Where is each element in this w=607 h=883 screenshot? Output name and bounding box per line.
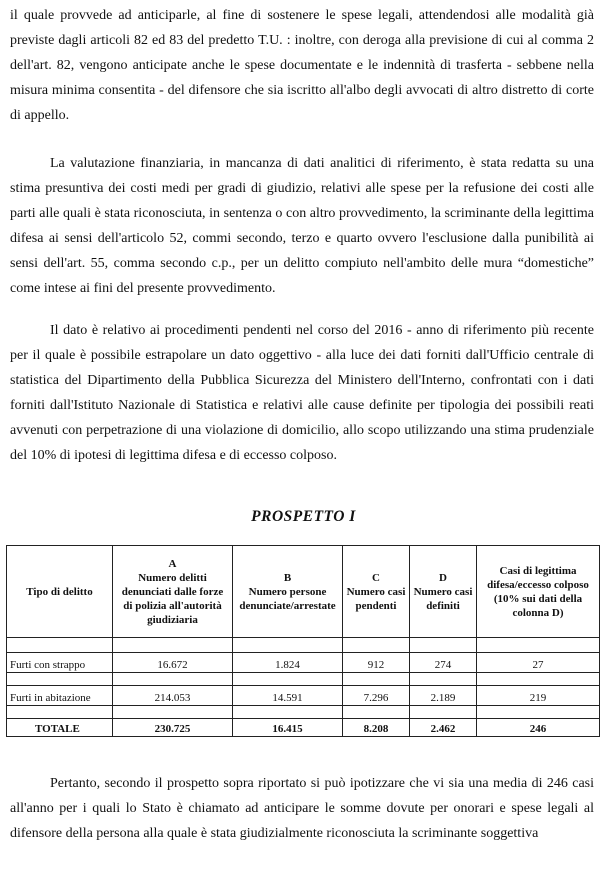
paragraph-anticipation: il quale provvede ad anticiparle, al fine di sostenere le spese legali, attendendosi alle modalità già previste dagli articoli 82 ed 83 del predetto T.U. : inoltre, con deroga alla previsione di cui al comma 2 dell'art. 82, vengono anticipate anche le spese documentate e le indennità di trasferta - sebbene nella misura minima consentita - del difensore che sia iscritto all'albo degli avvocati di altro distretto di corte di appello.: [10, 8, 594, 123]
row-name: Furti con strappo: [7, 653, 113, 673]
cell-d: 274: [410, 653, 477, 673]
cell-e: 219: [477, 686, 600, 706]
cell-a: 214.053: [113, 686, 233, 706]
row-name: Furti in abitazione: [7, 686, 113, 706]
cell-d: 2.189: [410, 686, 477, 706]
cell-c: 7.296: [343, 686, 410, 706]
paragraph-data-source: Il dato è relativo ai procedimenti pendenti nel corso del 2016 - anno di riferimento più recente per il quale è possibile estrapolare un dato oggettivo - alla luce dei dati forniti dall'Ufficio centrale di statistica del Dipartimento della Pubblica Sicurezza del Ministero dell'Interno, confrontati con i dati forniti dall'Istituto Nazionale di Statistica e relativi alle cause definite per tipologia dei possibili reati avvenuti con perpetrazione di una violazione di domicilio, allo scopo utilizzando una stima prudenziale del 10% di ipotesi di legittima difesa e di eccesso colposo.: [10, 323, 594, 463]
header-col-d: D Numero casi definiti: [410, 546, 477, 638]
table-header-row: [7, 546, 600, 638]
table-row: [7, 653, 600, 673]
cell-a: 16.672: [113, 653, 233, 673]
paragraph-financial-evaluation: La valutazione finanziaria, in mancanza di dati analitici di riferimento, è stata redatta su una stima presuntiva dei costi medi per gradi di giudizio, relativi alle spese per la refusione dei costi alle parti alle quali è stata riconosciuta, in sentenza o con altro provvedimento, la scriminante della legittima difesa ai sensi dell'articolo 52, commi secondo, terzo e quarto ovvero l'esclusione dalla punibilità ai sensi dell'art. 55, comma secondo c.p., per un delitto compiuto nell'ambito delle mura “domestiche” come intese ai fini del presente provvedimento.: [10, 156, 594, 296]
header-tipo-delitto: Tipo di delitto: [7, 546, 113, 638]
prospetto-title: PROSPETTO I: [251, 508, 356, 525]
prospetto-table: [6, 545, 600, 737]
header-col-a: A Numero delitti denunciati dalle forze di polizia all'autorità giudiziaria: [113, 546, 233, 638]
table-spacer-row: [7, 638, 600, 653]
header-col-e: Casi di legittima difesa/eccesso colposo (10% sui dati della colonna D): [477, 546, 600, 638]
total-e: 246: [477, 719, 600, 737]
total-a: 230.725: [113, 719, 233, 737]
cell-b: 1.824: [233, 653, 343, 673]
total-c: 8.208: [343, 719, 410, 737]
table-total-row: [7, 719, 600, 737]
table-spacer-row: [7, 706, 600, 719]
header-col-b: B Numero persone denunciate/arrestate: [233, 546, 343, 638]
table-row: [7, 686, 600, 706]
paragraph-conclusion: Pertanto, secondo il prospetto sopra riportato si può ipotizzare che vi sia una media di 246 casi all'anno per i quali lo Stato è chiamato ad anticipare le somme dovute per onorari e spese legali al difensore della persona alla quale è stata giudizialmente riconosciuta la scriminante soggettiva: [10, 776, 594, 841]
total-d: 2.462: [410, 719, 477, 737]
cell-b: 14.591: [233, 686, 343, 706]
total-b: 16.415: [233, 719, 343, 737]
table-spacer-row: [7, 673, 600, 686]
total-label: TOTALE: [7, 719, 113, 737]
cell-e: 27: [477, 653, 600, 673]
cell-c: 912: [343, 653, 410, 673]
header-col-c: C Numero casi pendenti: [343, 546, 410, 638]
